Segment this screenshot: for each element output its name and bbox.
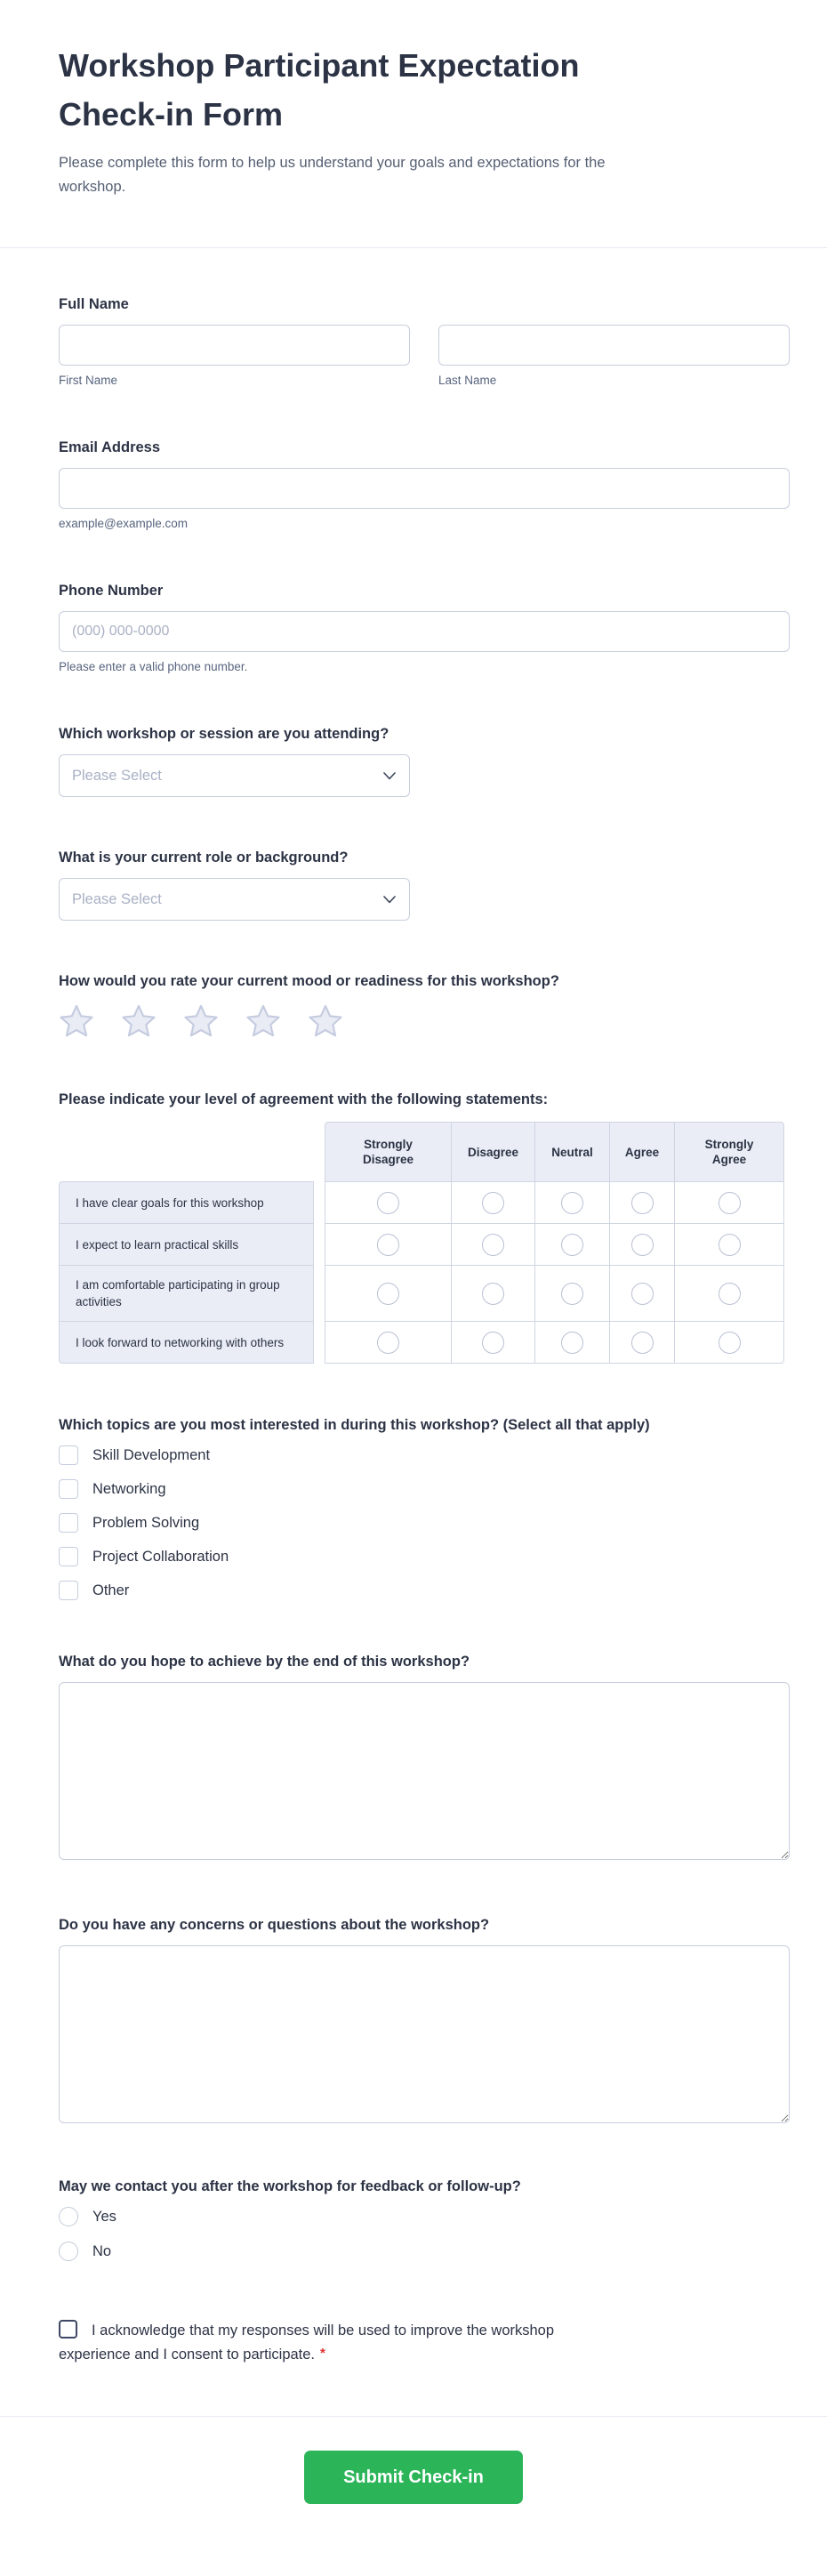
- form-title: Workshop Participant Expectation Check-in Form: [59, 47, 580, 133]
- radio-icon[interactable]: [719, 1332, 741, 1354]
- matrix-radio-cell[interactable]: [674, 1265, 784, 1322]
- star-icon[interactable]: [59, 1003, 94, 1039]
- question-label: May we contact you after the workshop for feedback or follow-up?: [59, 2178, 521, 2194]
- radio-icon[interactable]: [482, 1283, 504, 1305]
- radio-icon[interactable]: [377, 1234, 399, 1256]
- matrix-radio-cell[interactable]: [325, 1265, 452, 1322]
- checkbox-icon[interactable]: [59, 1445, 78, 1465]
- topics-options: [59, 1445, 790, 1600]
- phone-input[interactable]: [59, 611, 790, 652]
- question-label: What do you hope to achieve by the end of this workshop?: [59, 1654, 470, 1670]
- radio-icon[interactable]: [561, 1283, 583, 1305]
- question-label: Phone Number: [59, 583, 164, 599]
- matrix-radio-cell[interactable]: [325, 1223, 452, 1266]
- email-input[interactable]: [59, 468, 790, 509]
- radio-option-label: Yes: [92, 2209, 116, 2225]
- achieve-field: [59, 1652, 790, 1864]
- matrix-radio-cell[interactable]: [325, 1321, 452, 1364]
- checkbox-option[interactable]: [59, 1445, 790, 1465]
- matrix-column-header: Strongly Agree: [674, 1122, 784, 1182]
- question-label: How would you rate your current mood or readiness for this workshop?: [59, 973, 559, 989]
- concerns-textarea[interactable]: [59, 1945, 790, 2123]
- checkbox-icon[interactable]: [59, 1581, 78, 1600]
- consent-checkbox[interactable]: [59, 2320, 77, 2339]
- topics-field: [59, 1415, 790, 1600]
- matrix-row-label: I look forward to networking with others: [59, 1321, 314, 1364]
- star-icon[interactable]: [245, 1003, 281, 1039]
- radio-icon[interactable]: [482, 1234, 504, 1256]
- radio-icon[interactable]: [482, 1192, 504, 1214]
- matrix-radio-cell[interactable]: [325, 1181, 452, 1224]
- radio-icon[interactable]: [631, 1332, 654, 1354]
- matrix-column-header: Strongly Disagree: [325, 1122, 452, 1182]
- contact-field: [59, 2177, 790, 2261]
- radio-icon[interactable]: [59, 2207, 78, 2226]
- consent-field: [59, 2319, 790, 2367]
- radio-icon[interactable]: [631, 1234, 654, 1256]
- radio-icon[interactable]: [377, 1283, 399, 1305]
- full-name-field: [59, 294, 790, 387]
- radio-icon[interactable]: [561, 1234, 583, 1256]
- checkbox-icon[interactable]: [59, 1479, 78, 1499]
- role-select[interactable]: [59, 878, 410, 921]
- checkbox-option-label: Skill Development: [92, 1447, 211, 1463]
- radio-icon[interactable]: [719, 1192, 741, 1214]
- question-label: Full Name: [59, 296, 129, 312]
- phone-sublabel: Please enter a valid phone number.: [59, 660, 248, 673]
- radio-icon[interactable]: [59, 2242, 78, 2261]
- email-field: [59, 438, 790, 530]
- question-label: What is your current role or background?: [59, 849, 349, 865]
- form-body: [0, 248, 827, 2367]
- matrix-row-label: I am comfortable participating in group activities: [59, 1265, 314, 1322]
- matrix-radio-cell[interactable]: [674, 1181, 784, 1224]
- contact-options: [59, 2207, 790, 2261]
- matrix-radio-cell[interactable]: [609, 1181, 675, 1224]
- matrix-radio-cell[interactable]: [674, 1321, 784, 1364]
- star-rating[interactable]: [59, 1003, 790, 1039]
- consent-label: I acknowledge that my responses will be used to improve the workshop experience and I consent to participate.: [59, 2322, 555, 2363]
- matrix-radio-cell[interactable]: [609, 1265, 675, 1322]
- matrix-column-header: Neutral: [534, 1122, 610, 1182]
- last-name-input[interactable]: [438, 325, 790, 366]
- first-name-input[interactable]: [59, 325, 410, 366]
- question-label: Please indicate your level of agreement with the following statements:: [59, 1091, 549, 1107]
- matrix-radio-cell[interactable]: [451, 1223, 535, 1266]
- workshop-select-field: [59, 724, 790, 797]
- question-label: Which topics are you most interested in during this workshop? (Select all that apply): [59, 1417, 650, 1433]
- matrix-radio-cell[interactable]: [534, 1321, 610, 1364]
- achieve-textarea[interactable]: [59, 1682, 790, 1860]
- matrix-column-header: Disagree: [451, 1122, 535, 1182]
- star-icon[interactable]: [308, 1003, 343, 1039]
- radio-icon[interactable]: [719, 1234, 741, 1256]
- star-icon[interactable]: [183, 1003, 219, 1039]
- form-header: [0, 0, 827, 199]
- matrix-radio-cell[interactable]: [609, 1321, 675, 1364]
- radio-option[interactable]: [59, 2207, 790, 2226]
- matrix-column-header: Agree: [609, 1122, 675, 1182]
- radio-icon[interactable]: [377, 1332, 399, 1354]
- question-label: Do you have any concerns or questions about the workshop?: [59, 1917, 490, 1933]
- workshop-select-input[interactable]: [59, 754, 410, 797]
- matrix-corner-cell: [59, 1122, 314, 1182]
- question-label: Email Address: [59, 439, 161, 455]
- workshop-select[interactable]: [59, 754, 410, 797]
- checkbox-option-label: Other: [92, 1582, 130, 1598]
- matrix-radio-cell[interactable]: [534, 1223, 610, 1266]
- checkbox-option[interactable]: [59, 1547, 790, 1566]
- radio-icon[interactable]: [631, 1283, 654, 1305]
- role-select-field: [59, 848, 790, 921]
- matrix-radio-cell[interactable]: [674, 1223, 784, 1266]
- email-sublabel: example@example.com: [59, 517, 189, 530]
- matrix-radio-cell[interactable]: [451, 1321, 535, 1364]
- radio-icon[interactable]: [719, 1283, 741, 1305]
- radio-option-label: No: [92, 2243, 112, 2259]
- submit-button[interactable]: Submit Check-in: [304, 2451, 523, 2504]
- matrix-row-label: I have clear goals for this workshop: [59, 1181, 314, 1224]
- radio-icon[interactable]: [377, 1192, 399, 1214]
- matrix-table: [59, 1122, 790, 1364]
- matrix-radio-cell[interactable]: [534, 1265, 610, 1322]
- phone-field: [59, 581, 790, 673]
- radio-icon[interactable]: [561, 1332, 583, 1354]
- checkbox-option-label: Project Collaboration: [92, 1549, 229, 1565]
- last-name-sublabel: Last Name: [438, 374, 497, 387]
- radio-icon[interactable]: [561, 1192, 583, 1214]
- form-subtitle: Please complete this form to help us understand your goals and expectations for the workshop.: [59, 155, 606, 195]
- radio-icon[interactable]: [631, 1192, 654, 1214]
- role-select-input[interactable]: [59, 878, 410, 921]
- required-asterisk: *: [320, 2346, 325, 2361]
- submit-row: [0, 2417, 827, 2547]
- radio-icon[interactable]: [482, 1332, 504, 1354]
- checkbox-option[interactable]: [59, 1581, 790, 1600]
- checkbox-option-label: Networking: [92, 1481, 166, 1497]
- checkbox-option[interactable]: [59, 1479, 790, 1499]
- question-label: Which workshop or session are you attending?: [59, 726, 389, 742]
- matrix-row-label: I expect to learn practical skills: [59, 1223, 314, 1266]
- checkbox-icon[interactable]: [59, 1513, 78, 1533]
- concerns-field: [59, 1915, 790, 2128]
- checkbox-option[interactable]: [59, 1513, 790, 1533]
- matrix-radio-cell[interactable]: [451, 1265, 535, 1322]
- star-icon[interactable]: [121, 1003, 157, 1039]
- matrix-radio-cell[interactable]: [451, 1181, 535, 1224]
- checkbox-icon[interactable]: [59, 1547, 78, 1566]
- rating-field: [59, 971, 790, 1039]
- radio-option[interactable]: [59, 2242, 790, 2261]
- matrix-radio-cell[interactable]: [534, 1181, 610, 1224]
- first-name-sublabel: First Name: [59, 374, 118, 387]
- checkbox-option-label: Problem Solving: [92, 1515, 200, 1531]
- matrix-radio-cell[interactable]: [609, 1223, 675, 1266]
- matrix-field: [59, 1090, 790, 1364]
